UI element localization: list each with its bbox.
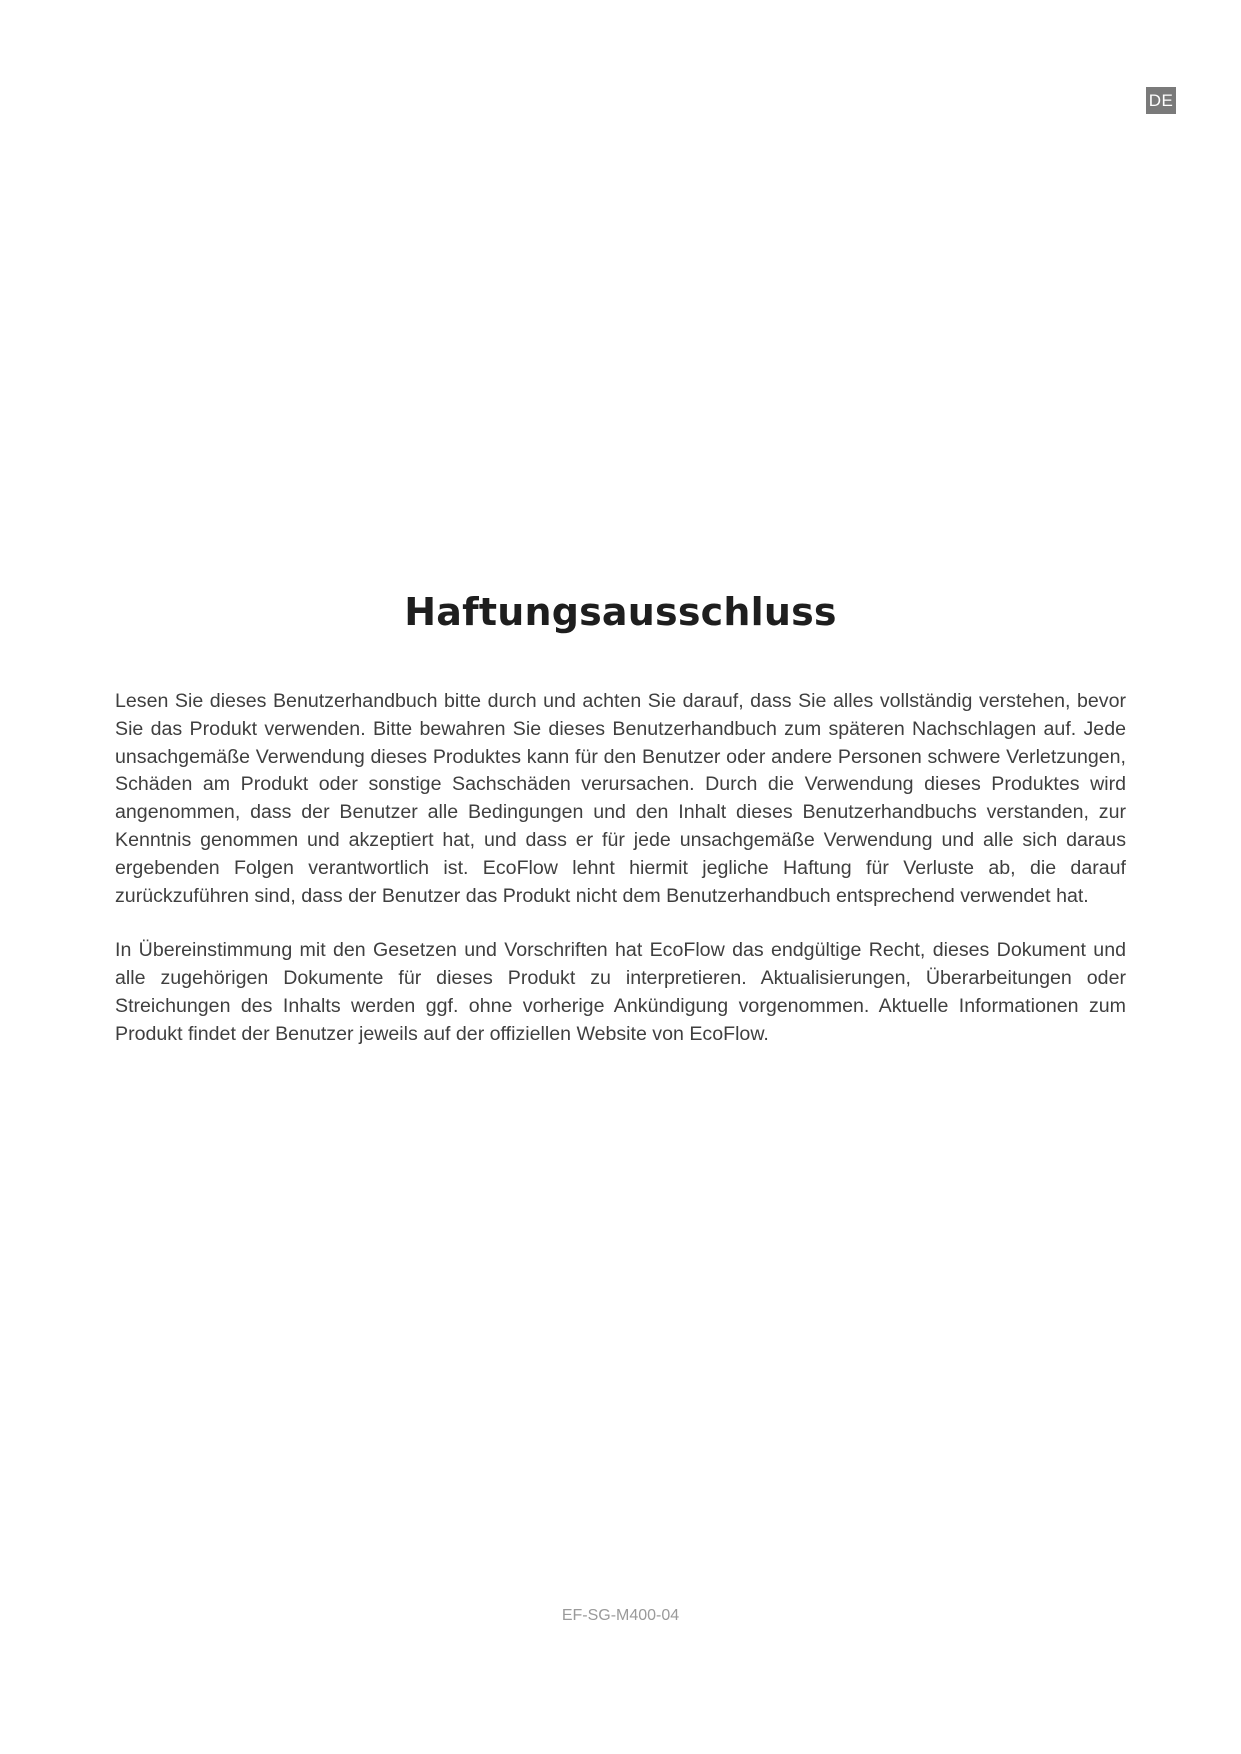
document-code: EF-SG-M400-04	[561, 1607, 680, 1624]
language-badge: DE	[1146, 87, 1176, 114]
page-title: Haftungsausschluss	[404, 590, 837, 634]
disclaimer-paragraph-1: Lesen Sie dieses Benutzerhandbuch bitte durch und achten Sie darauf, dass Sie alles vollständig verstehen, bevor Sie das Produkt verwenden. Bitte bewahren Sie dieses Benutzerhandbuch zum späteren Nachschlagen auf. Jede unsachgemäße Verwendung dieses Produktes kann für den Benutzer oder andere Personen schwere Verletzungen, Schäden am Produkt oder sonstige Sachschäden verursachen. Durch die Verwendung dieses Produktes wird angenommen, dass der Benutzer alle Bedingungen und den Inhalt dieses Benutzerhandbuchs verstanden, zur Kenntnis genommen und akzeptiert hat, und dass er für jede unsachgemäße Verwendung und alle sich daraus ergebenden Folgen verantwortlich ist. EcoFlow lehnt hiermit jegliche Haftung für Verluste ab, die darauf zurückzuführen sind, dass der Benutzer das Produkt nicht dem Benutzerhandbuch entsprechend verwendet hat.	[115, 690, 1126, 907]
disclaimer-paragraph-2: In Übereinstimmung mit den Gesetzen und Vorschriften hat EcoFlow das endgültige Recht, dieses Dokument und alle zugehörigen Dokumente für dieses Produkt zu interpretieren. Aktualisierungen, Überarbeitungen oder Streichungen des Inhalts werden ggf. ohne vorherige Ankündigung vorgenommen. Aktuelle Informationen zum Produkt findet der Benutzer jeweils auf der offiziellen Website von EcoFlow.	[115, 939, 1126, 1045]
disclaimer-body	[115, 688, 1126, 1076]
